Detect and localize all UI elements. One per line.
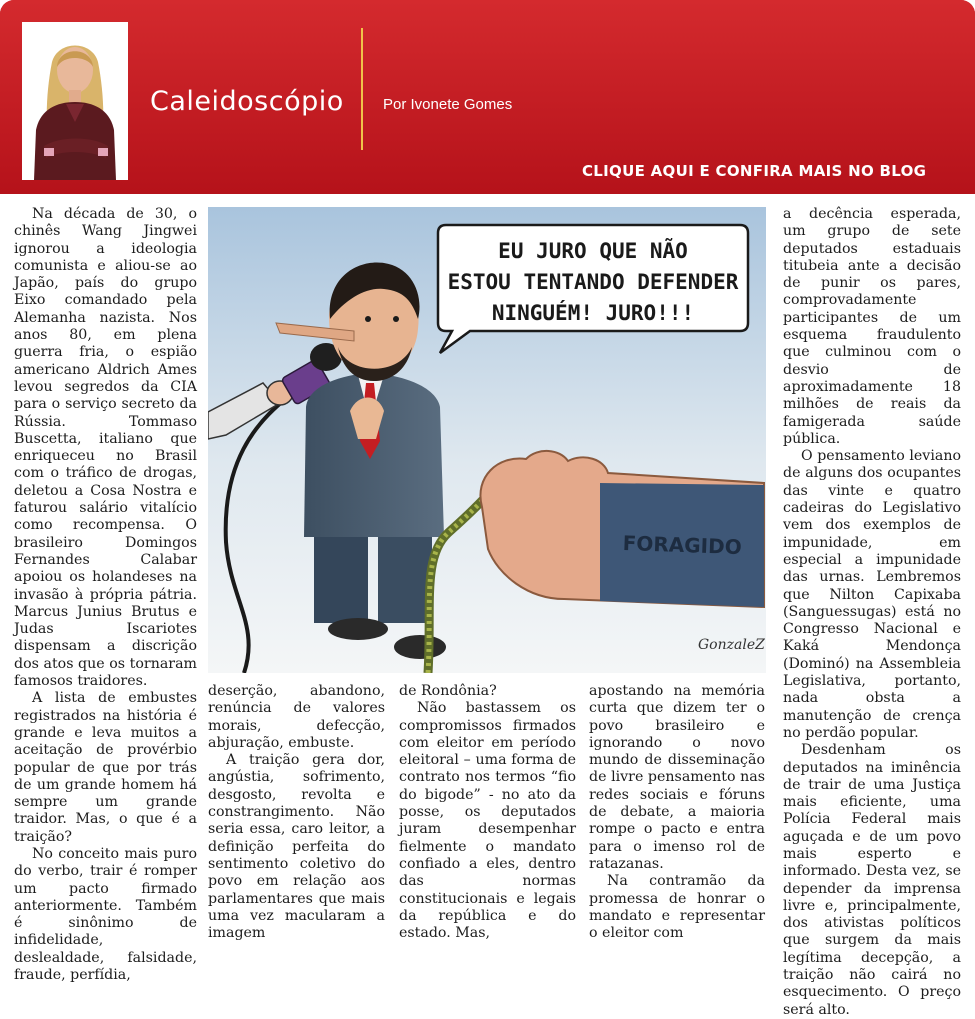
article-column-2 [208,683,385,942]
byline: Por Ivonete Gomes [383,96,513,113]
blog-link[interactable]: CLIQUE AQUI E CONFIRA MAIS NO BLOG [582,162,927,180]
article-column-1 [14,206,197,984]
paragraph: deserção, abandono, renúncia de valores morais, defecção, abjuração, embuste. [208,683,385,751]
paragraph: a decência esperada, um grupo de sete deputados estaduais titubeia ante a decisão de punir os pares, comprovadamente participantes de um esquema fraudulento que culminou com o desvio de aproximadamente 18 milhões de reais da famigerada saúde pública. [783,206,961,447]
cartoonist-signature: GonzaleZ [698,637,765,653]
header-divider [361,28,363,150]
political-cartoon [208,207,766,673]
paragraph: Na década de 30, o chinês Wang Jingwei ignorou a ideologia comunista e aliou-se ao Japão, país do grupo Eixo comandado pela Alemanha nazista. Nos anos 80, em plena guerra fria, o espião americano Aldrich Ames levou segredos da CIA para o serviço secreto da Rússia. Tommaso Buscetta, italiano que enriqueceu no Brasil com o tráfico de drogas, deletou a Cosa Nostra e faturou salário vitalício como recompensa. O brasileiro Domingos Fernandes Calabar apoiou os holandeses na invasão à própria pátria. Marcus Junius Brutus e Judas Iscariotes dispensam a discrição dos atos que os tornaram famosos traidores. [14,206,197,690]
paragraph: O pensamento leviano de alguns dos ocupantes das vinte e quatro cadeiras do Legislativo vem dos exemplos de impunidade, em especial a impunidade das urnas. Lembremos que Nilton Capixaba (Sanguessugas) está no Congresso Nacional e Kaká Mendonça (Dominó) na Assembleia Legislativa, portanto, nada obsta a manutenção de crença no perdão popular. [783,448,961,741]
column-header [0,0,975,194]
paragraph: No conceito mais puro do verbo, trair é romper um pacto firmado anteriormente. Também é sinônimo de infidelidade, deslealdade, falsidade, fraude, perfídia, [14,845,197,984]
speech-text-line-3: NINGUÉM! JURO!!! [491,301,695,325]
paragraph: Na contramão da promessa de honrar o mandato e representar o eleitor com [589,873,765,942]
paragraph: Desdenham os deputados na iminência de trair de uma Justiça mais eficiente, uma Polícia Federal mais aguçada e de um povo mais esperto e informado. Desta vez, se depender da imprensa livre e, principalmente, dos ativistas políticos que surgem da mais legítima decepção, a traição não cairá no esquecimento. O preço será alto. [783,742,961,1018]
paragraph: A traição gera dor, angústia, sofrimento, desgosto, revolta e constrangimento. Não seria essa, caro leitor, a definição perfeita do sentimento coletivo do povo em relação aos parlamentares que mais uma vez macularam a imagem [208,752,385,942]
sleeve-label: FORAGIDO [622,530,743,560]
paragraph: de Rondônia? [399,683,497,699]
paragraph: apostando na memória curta que dizem ter o povo brasileiro e ignorando o novo mundo de disseminação de livre pensamento nas redes sociais e fóruns de debate, a maioria rompe o pacto e entra para o imenso rol de ratazanas. [589,683,765,872]
column-title: Caleidoscópio [150,86,344,117]
speech-text-line-2: ESTOU TENTANDO DEFENDER [447,270,739,294]
paragraph: Não bastassem os compromissos firmados com eleitor em período eleitoral – uma forma de contrato nos termos “fio do bigode” - no ato da posse, os deputados juram desempenhar fielmente o mandato confiado a eles, dentro das normas constitucionais e legais da república e do estado. Mas, [399,700,576,942]
article-column-4 [589,683,765,942]
author-photo [22,22,128,180]
article-column-5 [783,206,961,1018]
paragraph: A lista de embustes registrados na história é grande e leva muitos a aceitação de provérbio popular de que por trás de um grande homem há sempre um grande traidor. Mas, o que é a traição? [14,690,197,845]
article-column-3 [399,683,576,942]
speech-text-line-1: EU JURO QUE NÃO [498,239,688,263]
